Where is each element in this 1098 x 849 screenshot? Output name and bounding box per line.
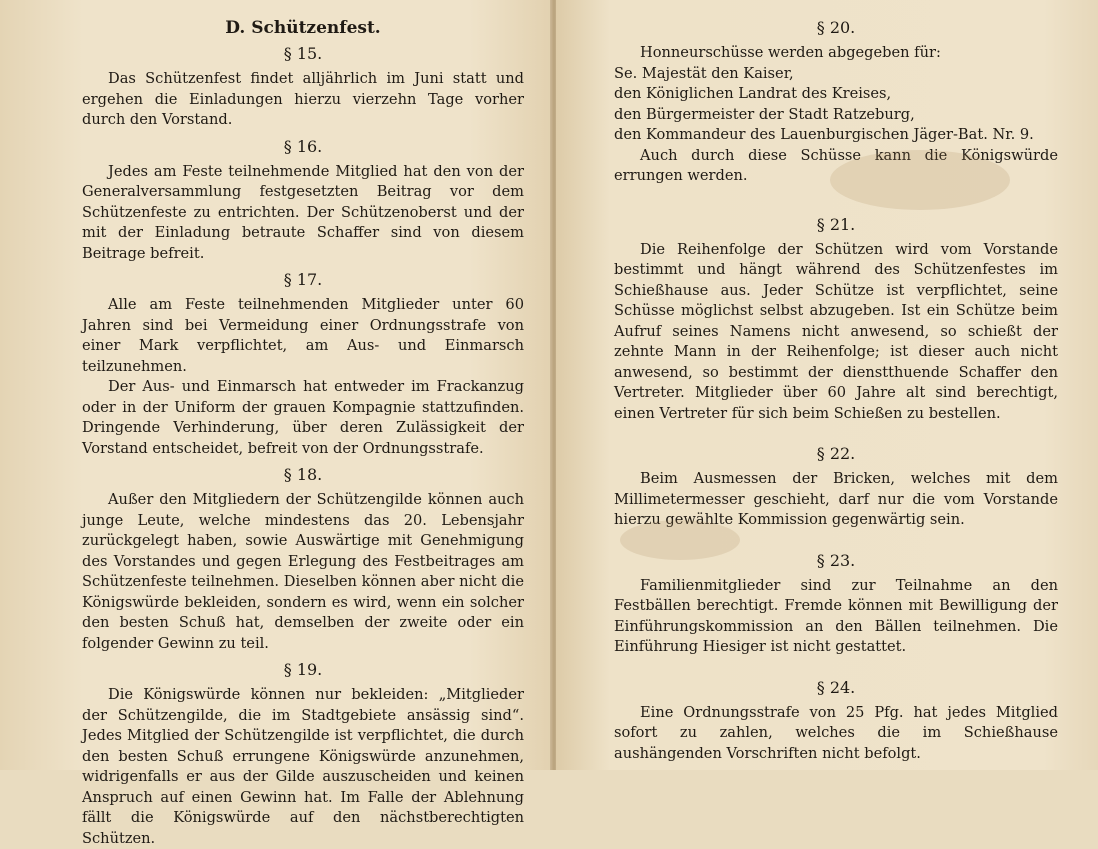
section-number-21: § 21. (816, 214, 856, 234)
section-number-23: § 23. (816, 550, 856, 570)
section-number-24: § 24. (816, 677, 856, 697)
paragraph-19: Die Königswürde können nur bekleiden: „Mitglieder der Schützengilde, die im Stadtgebiete ansässig sind“. Jedes Mitglied der Schützengilde ist verpflichtet, die durch den besten Schuß errungene Königswürde anzunehmen, widrigenfalls er aus der Gilde auszuscheiden und keinen Anspruch auf einen Gewinn hat. Im Falle der Ablehnung fällt die Königswürde auf den nächstberechtigten Schützen. (82, 686, 524, 847)
section-number-18: § 18. (283, 465, 323, 484)
paragraph-15: Das Schützenfest findet alljährlich im Juni statt und ergehen die Einladungen hierzu vierzehn Tage vorher durch den Vorstand. (82, 70, 524, 128)
paper-stain (620, 520, 740, 560)
chapter-title: D. Schützenfest. (225, 18, 381, 38)
section-number-20: § 20. (816, 18, 856, 37)
section-number-22: § 22. (816, 444, 856, 463)
section-number-16: § 16. (283, 136, 323, 156)
section-number-17: § 17. (283, 270, 323, 289)
section-number-19: § 19. (283, 660, 323, 679)
honneur-list-item: den Bürgermeister der Stadt Ratzeburg, (614, 105, 915, 123)
right-page (556, 0, 1098, 770)
paragraph-20-intro: Honneurschüsse werden abgegeben für: (640, 44, 941, 61)
paragraph-20-after: Auch durch diese Schüsse kann die Königswürde errungen werden. (614, 146, 1058, 184)
paragraph-24: Eine Ordnungsstrafe von 25 Pfg. hat jedes Mitglied sofort zu zahlen, welches die im Schießhause aushängenden Vorschriften nicht befolgt. (614, 703, 1058, 762)
paragraph-16: Jedes am Feste teilnehmende Mitglied hat den von der Generalversammlung festgesetzten Beitrag vor dem Schützenfeste zu entrichten. Der Schützenoberst und der mit der Einladung betraute Schaffer sind von diesem Beitrage befreit. (82, 162, 524, 262)
section-number-15: § 15. (283, 44, 323, 63)
honneur-list-item: den Königlichen Landrat des Kreises, (614, 85, 892, 102)
paragraph-17-1: Alle am Feste teilnehmenden Mitglieder unter 60 Jahren sind bei Vermeidung einer Ordnungsstrafe von einer Mark verpflichtet, am Aus- und Einmarsch teilzunehmen. (82, 296, 524, 375)
paragraph-22: Beim Ausmessen der Bricken, welches mit dem Millimetermesser geschieht, darf nur die vom Vorstande hierzu gewählte Kommission gegenwärtig sein. (614, 470, 1058, 528)
paragraph-18: Außer den Mitgliedern der Schützengilde können auch junge Leute, welche mindestens das 20. Lebensjahr zurückgelegt haben, sowie Auswärtige mit Genehmigung des Vorstandes und gegen Erlegung des Festbeitrages am Schützenfeste teilnehmen. Dieselben können aber nicht die Königswürde bekleiden, sondern es wird, wenn ein solcher den besten Schuß hat, demselben der zweite oder ein folgender Gewinn zu teil. (82, 491, 524, 652)
honneur-list-item: den Kommandeur des Lauenburgischen Jäger-Bat. Nr. 9. (614, 126, 1034, 143)
paper-stain (830, 150, 1010, 210)
paragraph-17-2: Der Aus- und Einmarsch hat entweder im Frackanzug oder in der Uniform der grauen Kompagnie stattzufinden. Dringende Verhinderung, über deren Zulässigkeit der Vorstand entscheidet, befreit von der Ordnungsstrafe. (82, 378, 524, 457)
paragraph-23: Familienmitglieder sind zur Teilnahme an den Festbällen berechtigt. Fremde können mit Bewilligung der Einführungskommission an den Bällen teilnehmen. Die Einführung Hiesiger ist nicht gestattet. (614, 576, 1058, 655)
paragraph-21: Die Reihenfolge der Schützen wird vom Vorstande bestimmt und hängt während des Schützenfestes im Schießhause aus. Jeder Schütze ist verpflichtet, seine Schüsse möglichst selbst abzugeben. Ist ein Schütze beim Aufruf seines Namens nicht anwesend, so schießt der zehnte Mann in der Reihenfolge; ist dieser auch nicht anwesend, so bestimmt der dienstthuende Schaffer den Vertreter. Mitglieder über 60 Jahre alt sind berechtigt, einen Vertreter für sich beim Schießen zu bestellen. (614, 240, 1058, 422)
honneur-list-item: Se. Majestät den Kaiser, (614, 64, 794, 82)
